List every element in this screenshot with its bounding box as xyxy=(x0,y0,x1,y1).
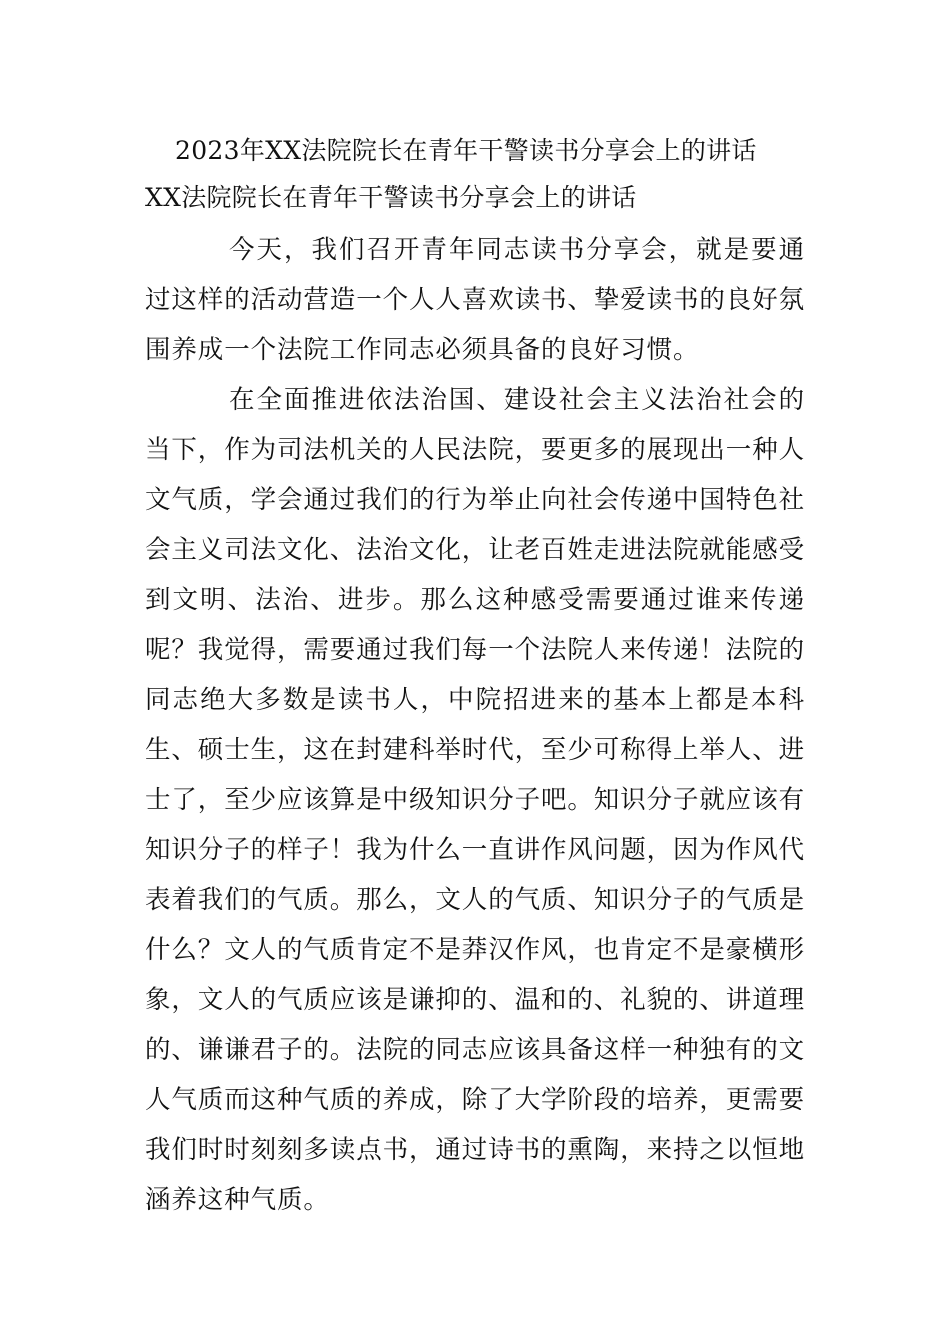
paragraph-2: 在全面推进依法治国、建设社会主义法治社会的当下，作为司法机关的人民法院，要更多的展现出一种人文气质，学会通过我们的行为举止向社会传递中国特色社会主义司法文化、法治文化，让老百姓走进法院就能感受到文明、法治、进步。那么这种感受需要通过谁来传递呢？我觉得，需要通过我们每一个法院人来传递！法院的同志绝大多数是读书人，中院招进来的基本上都是本科生、硕士生，这在封建科举时代，至少可称得上举人、进士了，至少应该算是中级知识分子吧。知识分子就应该有知识分子的样子！我为什么一直讲作风问题，因为作风代表着我们的气质。那么，文人的气质、知识分子的气质是什么？文人的气质肯定不是莽汉作风，也肯定不是豪横形象，文人的气质应该是谦抑的、温和的、礼貌的、讲道理的、谦谦君子的。法院的同志应该具备这样一种独有的文人气质而这种气质的养成，除了大学阶段的培养，更需要我们时时刻刻多读点书，通过诗书的熏陶，来持之以恒地涵养这种气质。 xyxy=(145,385,806,1215)
paragraph-1: 今天，我们召开青年同志读书分享会，就是要通过这样的活动营造一个人人喜欢读书、挚爱读书的良好氛围养成一个法院工作同志必须具备的良好习惯。 xyxy=(145,235,806,365)
document-subtitle: XX法院院长在青年干警读书分享会上的讲话 xyxy=(145,183,637,212)
document-title: 2023年XX法院院长在青年干警读书分享会上的讲话 xyxy=(175,136,757,165)
